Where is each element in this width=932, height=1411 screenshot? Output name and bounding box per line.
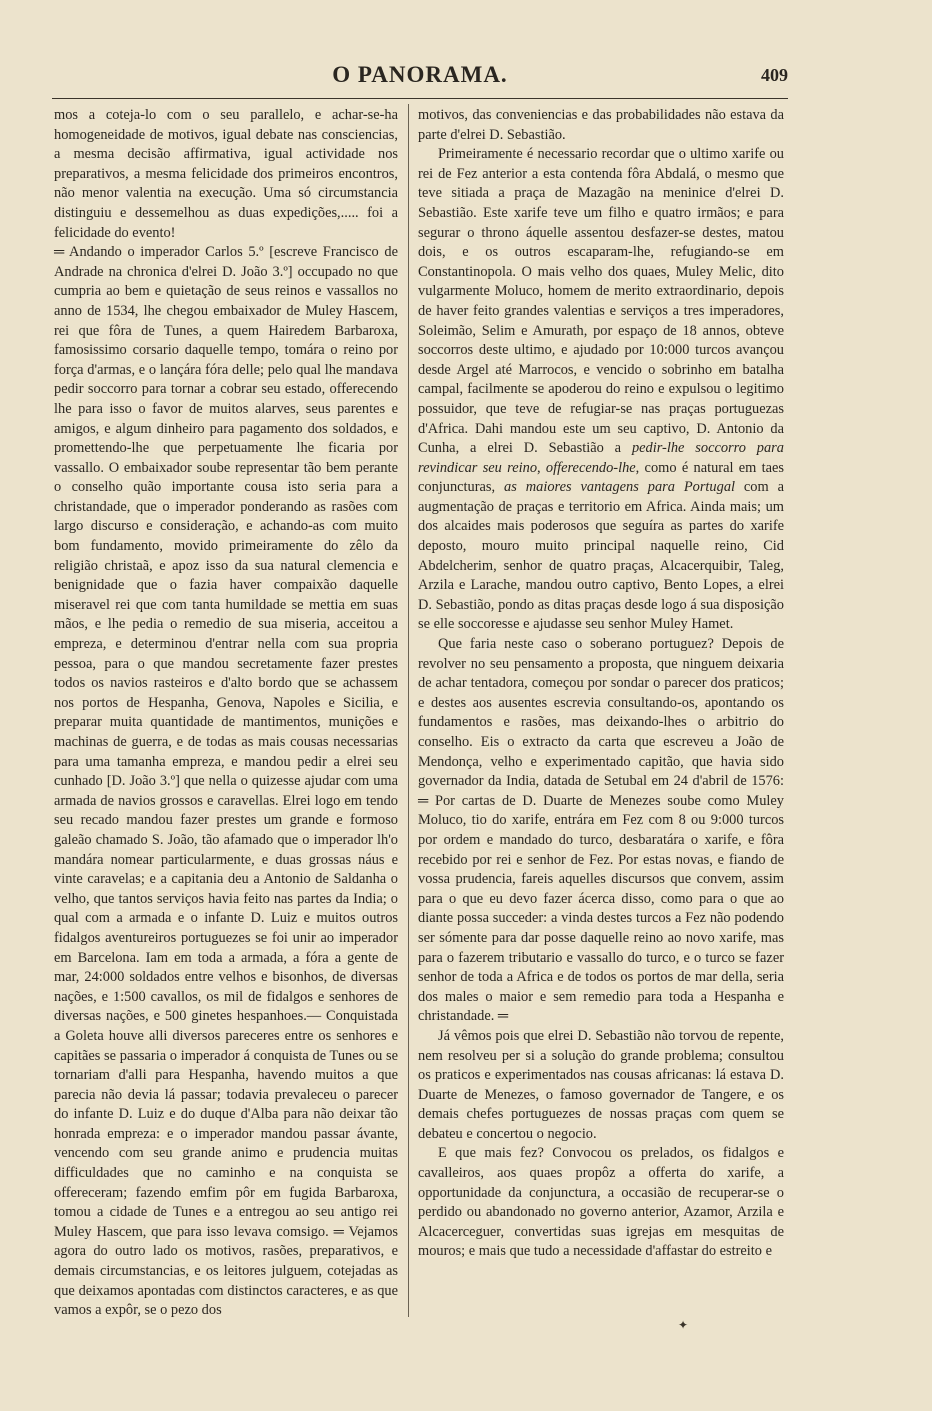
header-rule <box>52 98 788 99</box>
page-number: 409 <box>761 65 788 85</box>
publication-title: O PANORAMA. <box>332 62 508 87</box>
right-paragraph-2 <box>418 145 784 635</box>
right-paragraph-5: E que mais fez? Convocou os prelados, os fidalgos e cavalleiros, aos quaes propôz a offerta do xarife, a opportunidade da conjunctura, a occasião de recuperar-se o perdido ou abandonado no governo anterior, Azamor, Arzila e Alcacerceguer, convertidas suas igrejas em mesquitas de mouros; e mais que tudo a necessidade d'affastar do estreito e <box>418 1145 784 1260</box>
left-paragraph-2: ═ Andando o imperador Carlos 5.º [escreve Francisco de Andrade na chronica d'elrei D. João 3.º] occupado no que cumpria ao bem e quietação de seus reinos e vassallos no anno de 1534, lhe chegou embaixador de Muley Hascem, rei que fôra de Tunes, a quem Hairedem Barbaroxa, famosissimo corsario daquelle tempo, tomára o reino por força d'armas, e o lançára fóra delle; pelo qual lhe mandava pedir soccorro para tornar a cobrar seu estado, offerecendo lhe para isso o favor de muitos alarves, seus parentes e amigos, e algum dinheiro para pagamento dos soldados, e promettendo-lhe que perpetuamente lhe ficaria por vassallo. O embaixador soube representar tão bem perante o conselho quão importante cousa isto seria para a christandade, que o imperador ponderando as rasões com largo discurso e consideração, e achando-as com muito bom fundamento, movido primeiramente do zêlo da religião christaã, e apoz isso da sua natural clemencia e benignidade que o fazia haver compaixão daquelle miseravel rei que com tanta humildade se mettia em suas mãos, e lhe pedia o remedio de sua miseria, acceitou a empreza, e determinou d'entrar nella com sua propria pessoa, para o que mandou secretamente fazer prestes todos os navios rasteiros e d'alto bordo que se achassem nos portos de Hespanha, Genova, Napoles e Sicilia, e preparar muita quantidade de mantimentos, munições e machinas de guerra, e de todas as mais cousas necessarias para uma tamanha empreza, e mandou pedir a elrei seu cunhado [D. João 3.º] que nella o quizesse ajudar com uma armada de navios grossos e caravellas. Elrei logo em tendo seu recado mandou fazer prestes um grande e formoso galeão chamado S. João, tão afamado que o imperador lh'o mandára nomear particularmente, e duas grossas náus e vinte caravelas; e a capitania deu a Antonio de Saldanha o velho, que tantos serviços havia feito nas partes da India; o qual com a armada e o infante D. Luiz e muitos outros fidalgos aventureiros portuguezes se foi unir ao imperador em Barcelona. Iam em toda a armada, a fóra a gente de mar, 24:000 soldados entre velhos e bisonhos, de diversas nações, e 1:500 cavallos, os mil de fidalgos e senhores de diversas nações, e 500 ginetes hespanhoes.— Conquistada a Goleta houve alli diversos pareceres entre os senhores e capitães se passaria o imperador á conquista de Tunes ou se tornariam d'alli para Hespanha, havendo muitos a que parecia não devia lá passar; todavia prevaleceu o parecer do infante D. Luiz e do duque d'Alba para não deixar tão honrada empreza: e o imperador mandou passar ávante, vencendo com seu grande animo e prudencia muitas difficuldades que no caminho e na conquista se offereceram; fazendo emfim pôr em fugida Barbaroxa, tomou a cidade de Tunes e a entregou ao seu antigo rei Muley Hascem, que para isso levava comsigo. ═ Vejamos agora do outro lado os motivos, rasões, preparativos, e demais circumstancias, e os leitores julguem, cotejadas as que deixamos apontadas com distinctos caracteres, e as que vamos a expôr, se o pezo dos <box>54 244 398 1319</box>
column-divider <box>408 104 409 1317</box>
footer-ornament: ✦ <box>678 1318 689 1332</box>
text-run: com a augmentação de praças e territorio em Africa. Ainda mais; um dos alcaides mais poderosos que seguíra as partes do xarife deposto, mouro muito principal naquelle reino, Cid Abdelcherim, senhor de quatro praças, Alcacerquibir, Taleg, Arzila e Larache, mandou outro captivo, Bento Lopes, a elrei D. Sebastião, pondo as ditas praças desde logo á sua disposição se elle soccoresse e ajudasse seu senhor Muley Hamet. <box>418 479 784 633</box>
right-paragraph-4: Já vêmos pois que elrei D. Sebastião não torvou de repente, nem resolveu per si a solução do grande problema; consultou os praticos e experimentados nas cousas africanas: lá estava D. Duarte de Menezes, o famoso governador de Tangere, e os demais chefes portuguezes de nossas praças com quem se debateu e concertou o negocio. <box>418 1027 784 1142</box>
right-paragraph-1: motivos, das conveniencias e das probabilidades não estava da parte d'elrei D. Sebastião. <box>418 107 784 143</box>
page-header <box>52 62 788 92</box>
right-column <box>418 106 784 1262</box>
italic-run: as maiores vantagens para Portugal <box>504 479 736 496</box>
text-run: , <box>537 459 546 476</box>
text-run: Primeiramente é necessario recordar que o ultimo xarife ou rei de Fez anterior a esta contenda fôra Abdalá, o mesmo que teve sitiada a praça de Mazagão na meninice d'elrei D. Sebastião. Este xarife teve um filho e quatro irmãos; e para segurar o throno áquelle assentou desfazer-se destes, matou dois, e os outros escaparam-lhe, refugiando-se em Constantinopola. O mais velho dos quaes, Muley Melic, dito vulgarmente Moluco, homem de merito extraordinario, depois de haver feito grandes valentias e serviços a tres imperadores, Soleimão, Selim e Amurath, por espaço de 18 annos, obteve soccorros deste ultimo, e ajudado por 10:000 turcos avançou desde Argel até Marrocos, e vencido o sobrinho em batalha campal, facilmente se apoderou do reino e expulsou o legitimo possuidor, que teve de refugiar-se nas praças portuguezas d'Africa. Dahi mandou este um seu captivo, D. Antonio da Cunha, a elrei D. Sebastião a <box>418 146 784 457</box>
italic-run: offerecendo-lhe <box>545 459 636 476</box>
text-run: , como é natural em taes conjuncturas, <box>418 459 784 496</box>
right-paragraph-3: Que faria neste caso o soberano portuguez? Depois de revolver no seu pensamento a proposta, que ninguem deixaria de achar tentadora, começou por sondar o parecer dos praticos; e destes aos ausentes escrevia consultando-os, apontando os fundamentos e rasões, mas deixando-lhes o arbitrio do conselho. Eis o extracto da carta que escreveu a João de Mendonça, velho e experimentado capitão, que havia sido governador da India, datada de Setubal em 24 d'abril de 1576: ═ Por cartas de D. Duarte de Menezes soube como Muley Moluco, tio do xarife, entrára em Fez com 8 ou 9:000 turcos por ordem e mandado do turco, desbaratára o xarife, e fôra recebido por rei e senhor de Fez. Por estas novas, e fiando de vossa prudencia, fareis aquelles discursos que convem, assim para o que eu devo fazer ácerca disso, como para o que ao diante possa succeder: a vinda destes turcos a Fez não podendo ser sómente para dar posse daquelle reino ao novo xarife, mas para o fazerem tributario e vassallo do turco, e o turco se fazer senhor de toda a Africa e de todos os portos de mar della, seria dos males o maior e sem remedio para toda a Hespanha e christandade. ═ <box>418 636 784 1025</box>
left-column <box>54 106 398 1321</box>
italic-run: pedir-lhe soccorro para revindicar seu reino <box>418 440 784 476</box>
left-paragraph-1: mos a coteja-lo com o seu parallelo, e achar-se-ha homogeneidade de motivos, igual debate nas consciencias, a mesma decisão affirmativa, igual actividade nos preparativos, a mesma felicidade dos primeiros encontros, não menor valentia na execução. Uma só circumstancia distinguiu e dessemelhou as duas expedições,..... foi a felicidade do evento! <box>54 107 398 241</box>
